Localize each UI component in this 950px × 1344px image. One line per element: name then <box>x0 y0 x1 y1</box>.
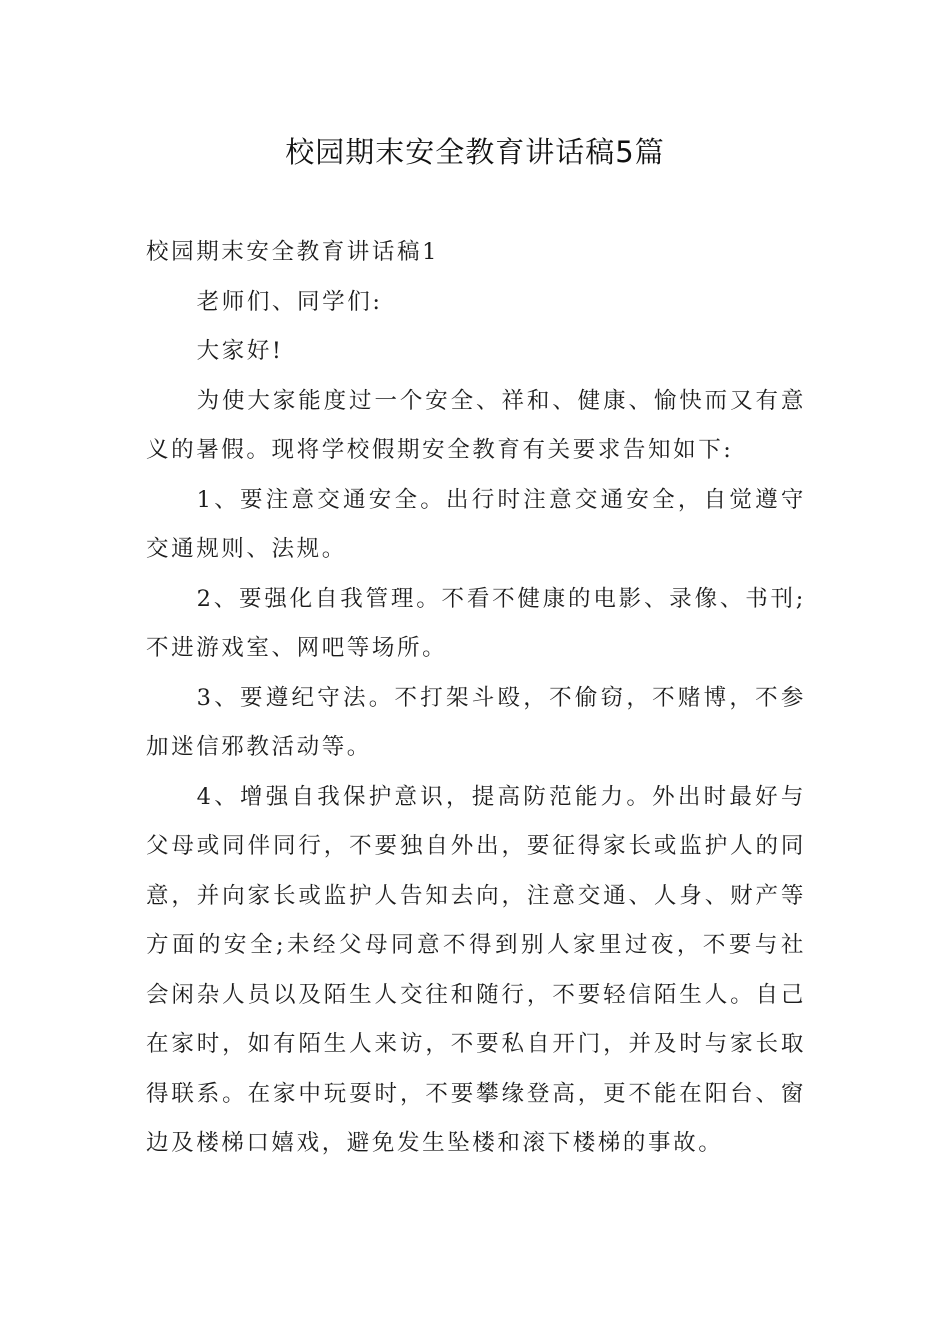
document-title: 校园期末安全教育讲话稿5篇 <box>285 135 665 169</box>
paragraph-salutation: 老师们、同学们: <box>196 288 383 315</box>
section-heading: 校园期末安全教育讲话稿1 <box>146 239 440 265</box>
paragraph-item-3: 3、要遵纪守法。不打架斗殴，不偷窃，不赌博，不参加迷信邪教活动等。 <box>146 684 806 760</box>
paragraph-item-2: 2、要强化自我管理。不看不健康的电影、录像、书刊;不进游戏室、网吧等场所。 <box>146 585 806 661</box>
paragraph-greeting: 大家好! <box>196 338 284 364</box>
paragraph-intro: 为使大家能度过一个安全、祥和、健康、愉快而又有意义的暑假。现将学校假期安全教育有关要求告知如下: <box>146 387 806 463</box>
paragraph-item-1: 1、要注意交通安全。出行时注意交通安全，自觉遵守交通规则、法规。 <box>146 486 806 562</box>
paragraph-item-4: 4、增强自我保护意识，提高防范能力。外出时最好与父母或同伴同行，不要独自外出，要征得家长或监护人的同意，并向家长或监护人告知去向，注意交通、人身、财产等方面的安全;未经父母同意不得到别人家里过夜，不要与社会闲杂人员以及陌生人交往和随行，不要轻信陌生人。自己在家时，如有陌生人来访，不要私自开门，并及时与家长取得联系。在家中玩耍时，不要攀缘登高，更不能在阳台、窗边及楼梯口嬉戏，避免发生坠楼和滚下楼梯的事故。 <box>146 783 806 1156</box>
document-body <box>146 228 806 1169</box>
